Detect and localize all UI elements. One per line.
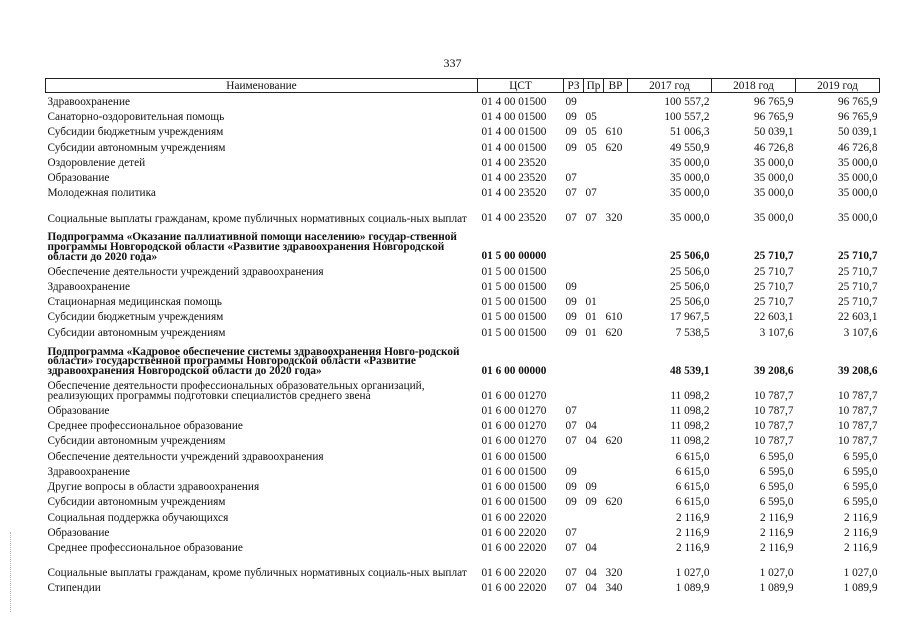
column-header-2019: 2019 год	[796, 79, 880, 93]
row-pr-code: 01	[585, 296, 597, 308]
row-value-2019: 35 000,0	[837, 212, 878, 225]
row-value-2017: 25 506,0	[669, 250, 710, 263]
table-row	[46, 402, 880, 417]
row-rz-code: 09	[565, 296, 577, 308]
row-value-2017: 25 506,0	[669, 265, 710, 278]
table-row	[46, 339, 880, 377]
row-value-2017: 35 000,0	[669, 187, 710, 200]
row-cst-code: 01 5 00 01500	[481, 280, 547, 293]
row-pr-code: 04	[585, 420, 597, 432]
row-value-2018: 6 595,0	[759, 481, 794, 493]
row-value-2018: 10 787,7	[753, 404, 794, 417]
row-rz-code: 07	[565, 567, 577, 579]
row-pr-code	[584, 524, 604, 539]
row-value-2019: 25 710,7	[837, 280, 878, 293]
column-header-2017: 2017 год	[628, 79, 712, 93]
row-cst-code: 01 6 00 22020	[481, 511, 547, 524]
row-vr-code	[604, 93, 628, 108]
row-vr-code: 620	[605, 326, 623, 339]
row-value-2019: 22 603,1	[837, 311, 878, 324]
row-vr-code	[604, 478, 628, 493]
row-pr-code: 05	[585, 111, 597, 123]
row-value-2017: 11 098,2	[670, 389, 710, 402]
row-vr-code: 610	[605, 126, 623, 139]
row-value-2017: 51 006,3	[669, 126, 710, 139]
row-name: Здравоохранение	[47, 95, 131, 108]
row-value-2017: 6 615,0	[675, 465, 710, 478]
column-header-vr: ВР	[604, 79, 628, 93]
row-name: Здравоохранение	[47, 280, 131, 293]
row-value-2018: 1 089,9	[759, 582, 794, 595]
row-value-2017: 6 615,0	[675, 481, 710, 493]
row-vr-code	[604, 278, 628, 293]
column-header-name: Наименование	[46, 79, 478, 93]
row-value-2019: 39 208,6	[837, 364, 878, 377]
row-rz-code	[564, 224, 584, 262]
row-value-2017: 49 550,9	[669, 141, 710, 154]
row-name: Подпрограмма «Кадровое обеспечение системы здравоохранения Новго-родской области» государственной программы Новгородской области «Развитие здравоохранения Новгородской области до 2020 года»	[47, 345, 460, 377]
row-pr-code	[584, 154, 604, 169]
table-row	[46, 478, 880, 493]
row-value-2017: 35 000,0	[669, 212, 710, 225]
row-rz-code	[564, 339, 584, 377]
row-rz-code: 09	[565, 326, 577, 339]
row-value-2018: 10 787,7	[753, 420, 794, 432]
row-rz-code	[564, 154, 584, 169]
row-value-2018: 25 710,7	[753, 250, 794, 263]
row-vr-code	[604, 108, 628, 123]
row-name: Другие вопросы в области здравоохранения	[47, 481, 260, 493]
row-vr-code: 320	[605, 212, 623, 225]
row-cst-code: 01 6 00 22020	[481, 542, 547, 554]
row-vr-code	[604, 377, 628, 402]
row-value-2019: 6 595,0	[843, 481, 878, 493]
row-value-2017: 48 539,1	[669, 364, 710, 377]
row-value-2018: 6 595,0	[759, 465, 794, 478]
row-value-2017: 2 116,9	[676, 526, 710, 539]
row-pr-code: 01	[585, 311, 597, 324]
row-cst-code: 01 4 00 23520	[481, 156, 547, 169]
row-name: Субсидии автономным учреждениям	[47, 326, 226, 339]
row-pr-code: 07	[585, 187, 597, 200]
table-row	[46, 508, 880, 523]
row-value-2019: 25 710,7	[837, 250, 878, 263]
row-name: Молодежная политика	[47, 187, 156, 200]
table-row	[46, 278, 880, 293]
row-rz-code: 09	[565, 481, 577, 493]
row-value-2017: 11 098,2	[670, 420, 710, 432]
row-value-2017: 100 557,2	[664, 95, 710, 108]
row-vr-code: 620	[605, 141, 623, 154]
row-cst-code: 01 6 00 00000	[481, 364, 547, 377]
row-rz-code: 07	[565, 172, 577, 184]
row-vr-code: 620	[605, 435, 623, 448]
row-pr-code: 05	[585, 126, 597, 139]
table-row	[46, 123, 880, 138]
row-value-2017: 25 506,0	[669, 296, 710, 308]
table-row	[46, 293, 880, 308]
row-name: Образование	[47, 526, 110, 539]
row-value-2017: 25 506,0	[669, 280, 710, 293]
row-value-2018: 6 595,0	[759, 496, 794, 509]
row-value-2018: 2 116,9	[760, 511, 794, 524]
column-header-rz: РЗ	[564, 79, 584, 93]
table-row	[46, 308, 880, 323]
table-row	[46, 463, 880, 478]
row-value-2019: 10 787,7	[837, 389, 878, 402]
table-row	[46, 154, 880, 169]
row-vr-code: 340	[605, 582, 623, 595]
row-value-2018: 3 107,6	[759, 326, 794, 339]
row-value-2018: 35 000,0	[753, 212, 794, 225]
row-rz-code	[564, 377, 584, 402]
column-header-cst: ЦСТ	[478, 79, 564, 93]
row-value-2017: 2 116,9	[676, 511, 710, 524]
table-row	[46, 432, 880, 447]
row-rz-code: 07	[565, 404, 577, 417]
row-cst-code: 01 5 00 01500	[481, 296, 547, 308]
row-value-2018: 1 027,0	[759, 567, 794, 579]
row-rz-code: 07	[565, 542, 577, 554]
table-row	[46, 138, 880, 153]
row-vr-code	[604, 524, 628, 539]
row-value-2019: 35 000,0	[837, 172, 878, 184]
table-body	[46, 93, 880, 595]
row-name: Обеспечение деятельности учреждений здравоохранения	[47, 265, 324, 278]
row-value-2018: 25 710,7	[753, 280, 794, 293]
row-vr-code	[604, 169, 628, 184]
row-value-2018: 35 000,0	[753, 172, 794, 184]
table-row	[46, 184, 880, 199]
row-rz-code: 09	[565, 141, 577, 154]
row-cst-code: 01 4 00 23520	[481, 187, 547, 200]
row-name: Санаторно-оздоровительная помощь	[47, 111, 225, 123]
row-cst-code: 01 6 00 01500	[481, 465, 547, 478]
row-value-2018: 10 787,7	[753, 435, 794, 448]
row-value-2019: 10 787,7	[837, 404, 878, 417]
row-cst-code: 01 5 00 01500	[481, 311, 547, 324]
row-rz-code: 09	[565, 465, 577, 478]
row-value-2019: 6 595,0	[843, 450, 878, 463]
row-value-2019: 2 116,9	[844, 511, 878, 524]
row-value-2018: 2 116,9	[760, 542, 794, 554]
row-rz-code: 07	[565, 212, 577, 225]
row-value-2019: 6 595,0	[843, 496, 878, 509]
row-pr-code: 04	[585, 435, 597, 448]
table-row	[46, 447, 880, 462]
row-value-2019: 6 595,0	[843, 465, 878, 478]
row-pr-code	[584, 402, 604, 417]
row-value-2019: 35 000,0	[837, 156, 878, 169]
row-rz-code	[564, 262, 584, 277]
row-pr-code	[584, 93, 604, 108]
row-value-2017: 35 000,0	[669, 172, 710, 184]
row-vr-code	[604, 508, 628, 523]
row-value-2019: 10 787,7	[837, 420, 878, 432]
row-rz-code: 07	[565, 187, 577, 200]
table-header	[46, 79, 880, 93]
row-cst-code: 01 6 00 22020	[481, 567, 547, 579]
row-value-2019: 3 107,6	[843, 326, 878, 339]
row-vr-code	[604, 463, 628, 478]
row-cst-code: 01 6 00 01500	[481, 496, 547, 509]
row-vr-code: 620	[605, 496, 623, 509]
row-pr-code: 09	[585, 496, 597, 509]
row-rz-code: 09	[565, 311, 577, 324]
row-rz-code: 09	[565, 126, 577, 139]
row-value-2018: 6 595,0	[759, 450, 794, 463]
row-value-2019: 46 726,8	[837, 141, 878, 154]
row-pr-code: 04	[585, 582, 597, 595]
table-row	[46, 493, 880, 508]
row-value-2018: 25 710,7	[753, 296, 794, 308]
row-rz-code: 09	[565, 111, 577, 123]
table-row	[46, 579, 880, 594]
row-rz-code: 07	[565, 526, 577, 539]
row-cst-code: 01 4 00 23520	[481, 212, 547, 225]
row-value-2019: 2 116,9	[844, 526, 878, 539]
row-pr-code: 09	[585, 481, 597, 493]
row-pr-code	[584, 224, 604, 262]
row-vr-code	[604, 154, 628, 169]
row-cst-code: 01 6 00 22020	[481, 526, 547, 539]
row-pr-code	[584, 278, 604, 293]
row-value-2018: 35 000,0	[753, 156, 794, 169]
row-name: Субсидии автономным учреждениям	[47, 496, 226, 509]
row-value-2018: 25 710,7	[753, 265, 794, 278]
table-row	[46, 169, 880, 184]
row-value-2017: 35 000,0	[669, 156, 710, 169]
row-vr-code	[604, 417, 628, 432]
row-vr-code	[604, 184, 628, 199]
row-vr-code: 610	[605, 311, 623, 324]
table-row	[46, 199, 880, 224]
row-vr-code: 320	[605, 567, 623, 579]
row-pr-code: 01	[585, 326, 597, 339]
table-row	[46, 323, 880, 338]
row-vr-code	[604, 339, 628, 377]
row-name: Оздоровление детей	[47, 156, 146, 169]
row-rz-code: 07	[565, 582, 577, 595]
row-name: Среднее профессиональное образование	[47, 420, 243, 432]
row-value-2018: 96 765,9	[753, 111, 794, 123]
row-pr-code	[584, 447, 604, 462]
table-row	[46, 524, 880, 539]
row-name: Обеспечение деятельности профессиональных образовательных организаций, реализующих программы подготовки специалистов среднего звена	[47, 380, 425, 402]
row-name: Стационарная медицинская помощь	[47, 296, 222, 308]
table-row	[46, 262, 880, 277]
row-value-2019: 96 765,9	[837, 95, 878, 108]
table-row	[46, 417, 880, 432]
row-rz-code: 09	[565, 280, 577, 293]
row-value-2017: 7 538,5	[675, 326, 710, 339]
row-cst-code: 01 4 00 01500	[481, 126, 547, 139]
row-value-2017: 11 098,2	[670, 435, 710, 448]
row-cst-code: 01 6 00 01270	[481, 435, 547, 448]
row-name: Социальная поддержка обучающихся	[47, 511, 229, 524]
row-name: Социальные выплаты гражданам, кроме публичных нормативных социаль-ных выплат	[47, 567, 467, 579]
row-pr-code	[584, 339, 604, 377]
row-value-2017: 17 967,5	[669, 311, 710, 324]
row-pr-code	[584, 169, 604, 184]
row-name: Обеспечение деятельности учреждений здравоохранения	[47, 450, 324, 463]
row-name: Подпрограмма «Оказание паллиативной помощи населению» государ-ственной программы Новгородской области «Развитие здравоохранения Новгородской области до 2020 года»	[47, 231, 457, 263]
row-name: Образование	[47, 172, 110, 184]
row-value-2018: 2 116,9	[760, 526, 794, 539]
row-value-2019: 50 039,1	[837, 126, 878, 139]
row-value-2018: 22 603,1	[753, 311, 794, 324]
row-rz-code: 09	[565, 496, 577, 509]
row-value-2019: 25 710,7	[837, 265, 878, 278]
row-name: Субсидии автономным учреждениям	[47, 435, 226, 448]
row-pr-code: 04	[585, 542, 597, 554]
row-rz-code: 09	[565, 95, 577, 108]
row-cst-code: 01 5 00 01500	[481, 265, 547, 278]
budget-table	[45, 78, 880, 594]
row-value-2019: 96 765,9	[837, 111, 878, 123]
row-pr-code: 05	[585, 141, 597, 154]
row-value-2019: 10 787,7	[837, 435, 878, 448]
row-pr-code	[584, 262, 604, 277]
scan-margin-mark	[10, 532, 12, 612]
row-name: Стипендии	[47, 582, 101, 595]
row-pr-code: 07	[585, 212, 597, 225]
row-value-2017: 2 116,9	[676, 542, 710, 554]
row-cst-code: 01 6 00 01270	[481, 404, 547, 417]
row-name: Социальные выплаты гражданам, кроме публичных нормативных социаль-ных выплат	[47, 212, 467, 225]
table-row	[46, 108, 880, 123]
row-name: Образование	[47, 404, 110, 417]
row-rz-code: 07	[565, 435, 577, 448]
row-cst-code: 01 4 00 01500	[481, 141, 547, 154]
row-cst-code: 01 5 00 01500	[481, 326, 547, 339]
table-row	[46, 554, 880, 579]
row-name: Среднее профессиональное образование	[47, 542, 243, 554]
column-header-2018: 2018 год	[712, 79, 796, 93]
row-value-2018: 10 787,7	[753, 389, 794, 402]
row-cst-code: 01 6 00 01500	[481, 481, 547, 493]
table-row	[46, 539, 880, 554]
row-name: Субсидии бюджетным учреждениям	[47, 311, 224, 324]
row-cst-code: 01 6 00 01270	[481, 420, 547, 432]
row-rz-code: 07	[565, 420, 577, 432]
row-value-2018: 39 208,6	[753, 364, 794, 377]
row-vr-code	[604, 262, 628, 277]
row-vr-code	[604, 447, 628, 462]
row-cst-code: 01 6 00 01270	[481, 389, 547, 402]
row-cst-code: 01 6 00 22020	[481, 582, 547, 595]
row-name: Здравоохранение	[47, 465, 131, 478]
row-vr-code	[604, 293, 628, 308]
row-value-2018: 35 000,0	[753, 187, 794, 200]
row-rz-code	[564, 508, 584, 523]
row-vr-code	[604, 539, 628, 554]
row-pr-code: 04	[585, 567, 597, 579]
row-rz-code	[564, 447, 584, 462]
row-cst-code: 01 4 00 23520	[481, 172, 547, 184]
row-cst-code: 01 4 00 01500	[481, 111, 547, 123]
row-pr-code	[584, 508, 604, 523]
row-value-2018: 46 726,8	[753, 141, 794, 154]
row-value-2019: 2 116,9	[844, 542, 878, 554]
row-value-2017: 6 615,0	[675, 496, 710, 509]
row-value-2019: 1 027,0	[843, 567, 878, 579]
row-value-2017: 1 027,0	[675, 567, 710, 579]
row-value-2018: 96 765,9	[753, 95, 794, 108]
row-value-2017: 11 098,2	[670, 404, 710, 417]
page-number: 337	[443, 56, 462, 70]
table-row	[46, 377, 880, 402]
row-value-2019: 25 710,7	[837, 296, 878, 308]
row-name: Субсидии бюджетным учреждениям	[47, 126, 224, 139]
column-header-pr: Пр	[584, 79, 604, 93]
row-pr-code	[584, 377, 604, 402]
row-vr-code	[604, 402, 628, 417]
row-value-2017: 100 557,2	[664, 111, 710, 123]
row-value-2017: 6 615,0	[675, 450, 710, 463]
row-cst-code: 01 5 00 00000	[481, 250, 547, 263]
row-pr-code	[584, 463, 604, 478]
row-value-2019: 1 089,9	[843, 582, 878, 595]
row-value-2018: 50 039,1	[753, 126, 794, 139]
row-cst-code: 01 6 00 01500	[481, 450, 547, 463]
row-cst-code: 01 4 00 01500	[481, 95, 547, 108]
row-vr-code	[604, 224, 628, 262]
row-name: Субсидии автономным учреждениям	[47, 141, 226, 154]
row-value-2017: 1 089,9	[675, 582, 710, 595]
row-value-2019: 35 000,0	[837, 187, 878, 200]
table-row	[46, 93, 880, 108]
table-row	[46, 224, 880, 262]
